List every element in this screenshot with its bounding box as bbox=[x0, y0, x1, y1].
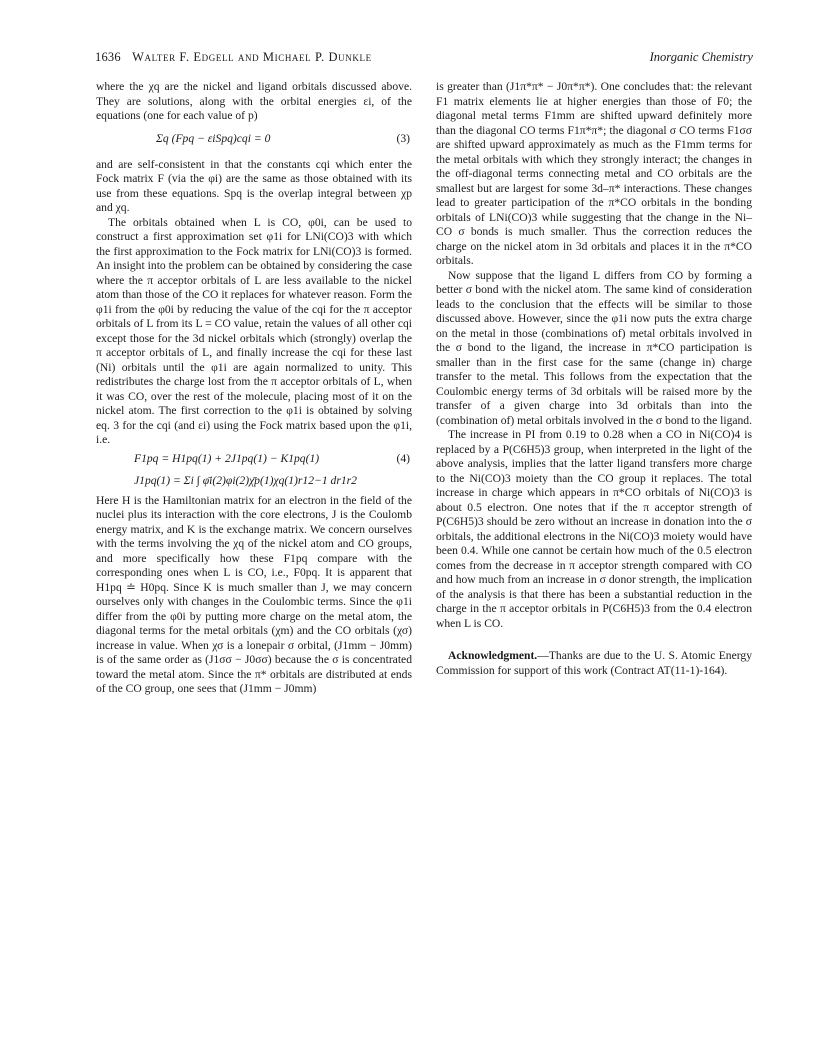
equation-body: F1pq = H1pq(1) + 2J1pq(1) − K1pq(1) bbox=[134, 451, 320, 465]
equation-body: Σq (Fpq − εiSpq)cqi = 0 bbox=[156, 131, 271, 145]
running-head-left bbox=[95, 50, 372, 65]
paragraph: Here H is the Hamiltonian matrix for an electron in the field of the nuclei plus its interaction with the core electrons, J is the Coulomb energy matrix, and K is the exchange matrix. We concern ourselves with the terms involving the χq of the nickel atom and CO groups, and more specifically how these F1pq compare with the corresponding ones when L is CO, i.e., F0pq. It is apparent that H1pq ≐ H0pq. Since K is much smaller than J, we may concern ourselves only with changes in the Coulombic terms. Since the φ1i differ from the φ0i by putting more charge on the metal atom, the diagonal terms for the metal orbitals (χm) and the CO orbitals (χσ) increase in value. When χσ is a lonepair σ orbital, (J1mm − J0mm) is of the same order as (J1σσ − J0σσ) because the σ is concentrated toward the metal atom. Since the π* orbitals are distributed at ends of the CO group, one sees that (J1mm − J0mm) bbox=[96, 493, 412, 695]
author-names: Walter F. Edgell and Michael P. Dunkle bbox=[132, 50, 372, 64]
divider bbox=[436, 631, 752, 649]
paragraph: and are self-consistent in that the constants cqi which enter the Fock matrix F (via the φi) are the same as those obtained with its use from these equations. Spq is the overlap integral between χp and χq. bbox=[96, 157, 412, 214]
paragraph: Now suppose that the ligand L differs from CO by forming a better σ bond with the nickel atom. The same kind of consideration leads to the conclusion that the effects will be similar to those discussed above. However, since the φ1i now puts the extra charge on the metal in those (combinations of) metal orbitals involved in the σ bond to the ligand, the increase in π*CO participation is smaller than in the first case for the same (change in) charge transfer to the metal. This follows from the expectation that the Coulombic energy terms of 3d orbitals will be raised more by the transfer of a given charge into 3d orbitals than into the (combination of) metal orbitals involved in the σ bond to the ligand. bbox=[436, 268, 752, 427]
equation-3 bbox=[96, 130, 412, 152]
paragraph: where the χq are the nickel and ligand orbitals discussed above. They are solutions, along with the orbital energies εi, of the equations (one for each value of p) bbox=[96, 80, 412, 122]
equation-4b bbox=[96, 474, 412, 492]
journal-name: Inorganic Chemistry bbox=[649, 50, 753, 64]
acknowledgment bbox=[436, 649, 752, 678]
paragraph: The increase in PI from 0.19 to 0.28 when a CO in Ni(CO)4 is replaced by a P(C6H5)3 group, when interpreted in the light of the above analysis, implies that the latter ligand transfers more charge to the Ni(CO)3 moiety than the CO group it replaces. The total increase in charge which appears in π*CO orbitals of Ni(CO)3 is about 0.5 electron. One notes that if the π acceptor strength of P(C6H5)3 should be zero without an increase in donation into the σ orbitals, the additional electrons in the Ni(CO)3 moiety would have been 0.4. While one cannot be certain how much of the 0.5 electron comes from the decrease in π acceptor strength compared with CO and how much from an increase in σ donor strength, the implication of the analysis is that there has been a substantial reduction in the charge in the π acceptor orbitals in P(C6H5)3 from the 0.4 electron when L is CO. bbox=[436, 428, 752, 630]
right-column bbox=[436, 80, 752, 678]
equation-number: (4) bbox=[396, 451, 410, 465]
left-column bbox=[96, 80, 412, 697]
equation-number: (3) bbox=[396, 131, 410, 145]
equation-4a bbox=[96, 452, 412, 470]
equation-body: J1pq(1) = Σi ∫ φ̄i(2)φi(2)χ̄p(1)χq(1)r12−1 dr1r2 bbox=[134, 473, 357, 487]
page-number: 1636 bbox=[95, 50, 121, 64]
paragraph: is greater than (J1π*π* − J0π*π*). One concludes that: the relevant F1 matrix elements lie at higher energies than those of F0; the diagonal metal terms F1mm are shifted upward definitely more than the diagonal CO terms F1π*π*; the diagonal σ CO terms F1σσ are shifted upward approximately as much as the F1mm terms for the metal orbitals with which they strongly interact; the changes in the off-diagonal terms connecting metal and CO orbitals are the smallest but are largest for some 3d–π* interactions. These changes lead to greater participation of the π*CO orbitals in the bonding orbitals of LNi(CO)3 while suggesting that the change in the Ni–CO σ bonds is much smaller. Thus the correction reduces the charge on the nickel atom in 3d orbitals and places it in the π*CO orbitals. bbox=[436, 80, 752, 267]
page-header bbox=[95, 50, 753, 68]
acknowledgment-body: —Thanks are due to the U. S. Atomic Energy Commission for support of this work (Contract AT(11-1)-164). bbox=[436, 649, 752, 677]
acknowledgment-heading: Acknowledgment. bbox=[448, 649, 538, 662]
paragraph: The orbitals obtained when L is CO, φ0i, can be used to construct a first approximation set φ1i for LNi(CO)3 with which the first approximation to the Fock matrix for LNi(CO)3 is formed. An insight into the problem can be obtained by considering the case where the π acceptor orbitals of L are less available to the nickel atom than those of the CO it replaces for whatever reason. Form the φ1i from the φ0i by reducing the value of the cqi for the π acceptor orbitals of L from its L = CO value, retain the values of all other cqi except those for the 3d nickel orbitals which (strongly) overlap the π acceptor orbitals of L, and finally increase the cqi for these last (Ni) orbitals until the φ1i are again normalized to unity. This redistributes the charge lost from the π acceptor orbitals of L, when it was CO, over the rest of the molecule, placing most of it on the nickel atom. The first correction to the φ1i is obtained by solving eq. 3 for the cqi (and εi) using the Fock matrix based upon the φ1i, i.e. bbox=[96, 215, 412, 446]
